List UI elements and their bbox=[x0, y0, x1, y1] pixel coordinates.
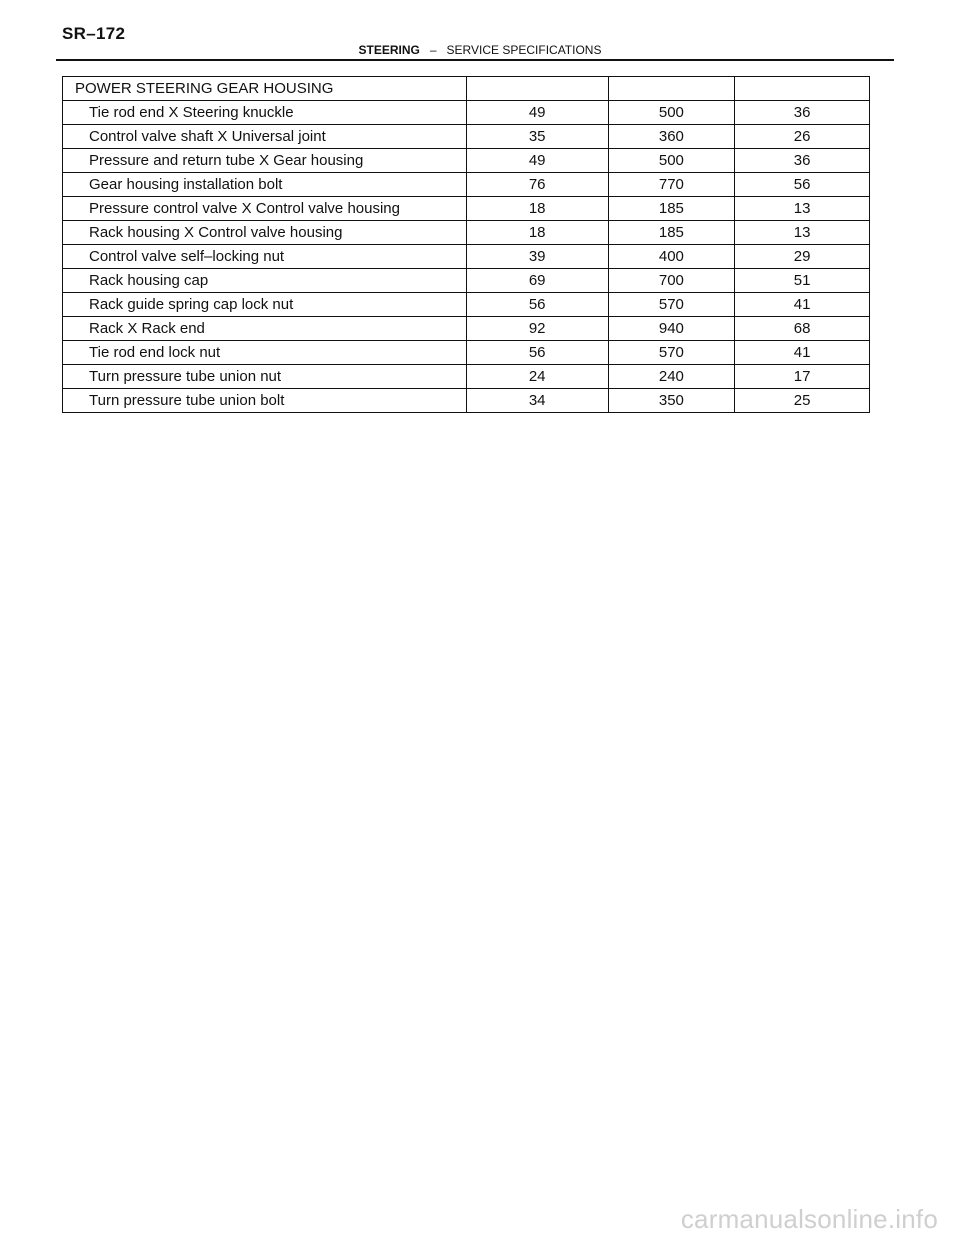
part-name: Pressure control valve X Control valve housing bbox=[63, 197, 467, 221]
torque-ft-lbf: 41 bbox=[735, 293, 870, 317]
part-name: Tie rod end X Steering knuckle bbox=[63, 101, 467, 125]
part-name: Rack X Rack end bbox=[63, 317, 467, 341]
torque-nm: 56 bbox=[466, 293, 608, 317]
torque-nm: 92 bbox=[466, 317, 608, 341]
table-row bbox=[63, 101, 870, 125]
torque-ft-lbf: 29 bbox=[735, 245, 870, 269]
subsection-title: SERVICE SPECIFICATIONS bbox=[446, 43, 602, 57]
torque-ft-lbf: 13 bbox=[735, 221, 870, 245]
torque-nm: 49 bbox=[466, 149, 608, 173]
site-watermark: carmanualsonline.info bbox=[680, 1204, 938, 1234]
table-row bbox=[63, 365, 870, 389]
torque-ft-lbf: 13 bbox=[735, 197, 870, 221]
table-row bbox=[63, 341, 870, 365]
part-name: Turn pressure tube union bolt bbox=[63, 389, 467, 413]
torque-ft-lbf: 41 bbox=[735, 341, 870, 365]
torque-kgf-cm: 500 bbox=[608, 149, 735, 173]
table-row bbox=[63, 221, 870, 245]
torque-ft-lbf: 26 bbox=[735, 125, 870, 149]
torque-kgf-cm: 185 bbox=[608, 197, 735, 221]
torque-nm: 34 bbox=[466, 389, 608, 413]
table-row bbox=[63, 293, 870, 317]
torque-nm: 18 bbox=[466, 197, 608, 221]
torque-kgf-cm: 500 bbox=[608, 101, 735, 125]
table-row bbox=[63, 245, 870, 269]
part-name: Pressure and return tube X Gear housing bbox=[63, 149, 467, 173]
table-cell bbox=[608, 77, 735, 101]
table-row bbox=[63, 269, 870, 293]
part-name: Rack housing cap bbox=[63, 269, 467, 293]
torque-nm: 76 bbox=[466, 173, 608, 197]
section-title: STEERING bbox=[358, 43, 420, 57]
torque-kgf-cm: 185 bbox=[608, 221, 735, 245]
torque-ft-lbf: 68 bbox=[735, 317, 870, 341]
part-name: Tie rod end lock nut bbox=[63, 341, 467, 365]
torque-kgf-cm: 240 bbox=[608, 365, 735, 389]
group-title: POWER STEERING GEAR HOUSING bbox=[63, 77, 467, 101]
header-rule bbox=[56, 59, 894, 61]
table-cell bbox=[466, 77, 608, 101]
torque-kgf-cm: 770 bbox=[608, 173, 735, 197]
torque-nm: 56 bbox=[466, 341, 608, 365]
part-name: Rack housing X Control valve housing bbox=[63, 221, 467, 245]
torque-nm: 49 bbox=[466, 101, 608, 125]
part-name: Gear housing installation bolt bbox=[63, 173, 467, 197]
header-separator: – bbox=[429, 43, 437, 57]
torque-ft-lbf: 56 bbox=[735, 173, 870, 197]
torque-kgf-cm: 570 bbox=[608, 293, 735, 317]
torque-kgf-cm: 350 bbox=[608, 389, 735, 413]
torque-kgf-cm: 700 bbox=[608, 269, 735, 293]
torque-spec-table bbox=[62, 76, 870, 413]
torque-kgf-cm: 940 bbox=[608, 317, 735, 341]
torque-nm: 35 bbox=[466, 125, 608, 149]
torque-nm: 39 bbox=[466, 245, 608, 269]
torque-kgf-cm: 400 bbox=[608, 245, 735, 269]
part-name: Control valve self–locking nut bbox=[63, 245, 467, 269]
table-row bbox=[63, 149, 870, 173]
torque-kgf-cm: 360 bbox=[608, 125, 735, 149]
torque-ft-lbf: 51 bbox=[735, 269, 870, 293]
torque-ft-lbf: 17 bbox=[735, 365, 870, 389]
part-name: Control valve shaft X Universal joint bbox=[63, 125, 467, 149]
torque-nm: 18 bbox=[466, 221, 608, 245]
torque-ft-lbf: 36 bbox=[735, 149, 870, 173]
torque-nm: 24 bbox=[466, 365, 608, 389]
table-row bbox=[63, 125, 870, 149]
running-header bbox=[0, 42, 960, 58]
table-row bbox=[63, 197, 870, 221]
part-name: Turn pressure tube union nut bbox=[63, 365, 467, 389]
table-row bbox=[63, 389, 870, 413]
torque-nm: 69 bbox=[466, 269, 608, 293]
table-group-row bbox=[63, 77, 870, 101]
part-name: Rack guide spring cap lock nut bbox=[63, 293, 467, 317]
torque-ft-lbf: 25 bbox=[735, 389, 870, 413]
table-row bbox=[63, 317, 870, 341]
table-cell bbox=[735, 77, 870, 101]
torque-kgf-cm: 570 bbox=[608, 341, 735, 365]
table-row bbox=[63, 173, 870, 197]
page-number: SR–172 bbox=[62, 24, 126, 43]
torque-ft-lbf: 36 bbox=[735, 101, 870, 125]
